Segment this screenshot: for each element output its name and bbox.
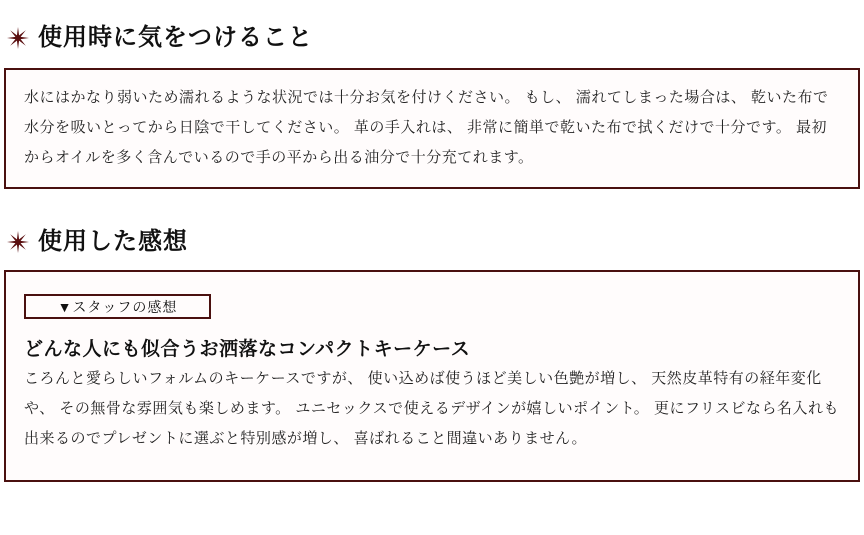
staff-impressions-label <box>24 294 211 319</box>
section-heading-text: 使用時に気をつけること <box>38 25 313 51</box>
impressions-section <box>0 189 864 482</box>
section-heading-impressions <box>6 189 864 256</box>
star-icon <box>6 26 30 50</box>
staff-impressions-label-text: ▼スタッフの感想 <box>57 298 178 315</box>
caution-body-text: 水にはかなり弱いため濡れるような状況では十分お気を付けください。 もし、 濡れてしまった場合は、 乾いた布で水分を吸いとってから日陰で干してください。 革の手入れは、 非常に簡単で乾いた布で拭くだけで十分です。 最初からオイルを多く含んでいるので手の平から出る油分で十分充てれます。 <box>24 89 829 166</box>
usage-caution-section <box>0 0 864 189</box>
star-icon <box>6 230 30 254</box>
impressions-subheading: どんな人にも似合うお洒落なコンパクトキーケース <box>24 339 471 360</box>
section-heading-text: 使用した感想 <box>38 229 188 255</box>
section-heading-caution <box>6 0 864 52</box>
impressions-box <box>4 270 860 482</box>
impressions-body-text: ころんと愛らしいフォルムのキーケースですが、 使い込めば使うほど美しい色艶が増し、 天然皮革特有の経年変化や、 その無骨な雰囲気も楽しめます。 ユニセックスで使えるデザインが嬉しいポイント。 更にフリスビなら名入れも出来るのでプレゼントに選ぶと特別感が増し、 喜ばれること間違いありません。 <box>24 370 840 447</box>
caution-box <box>4 68 860 189</box>
